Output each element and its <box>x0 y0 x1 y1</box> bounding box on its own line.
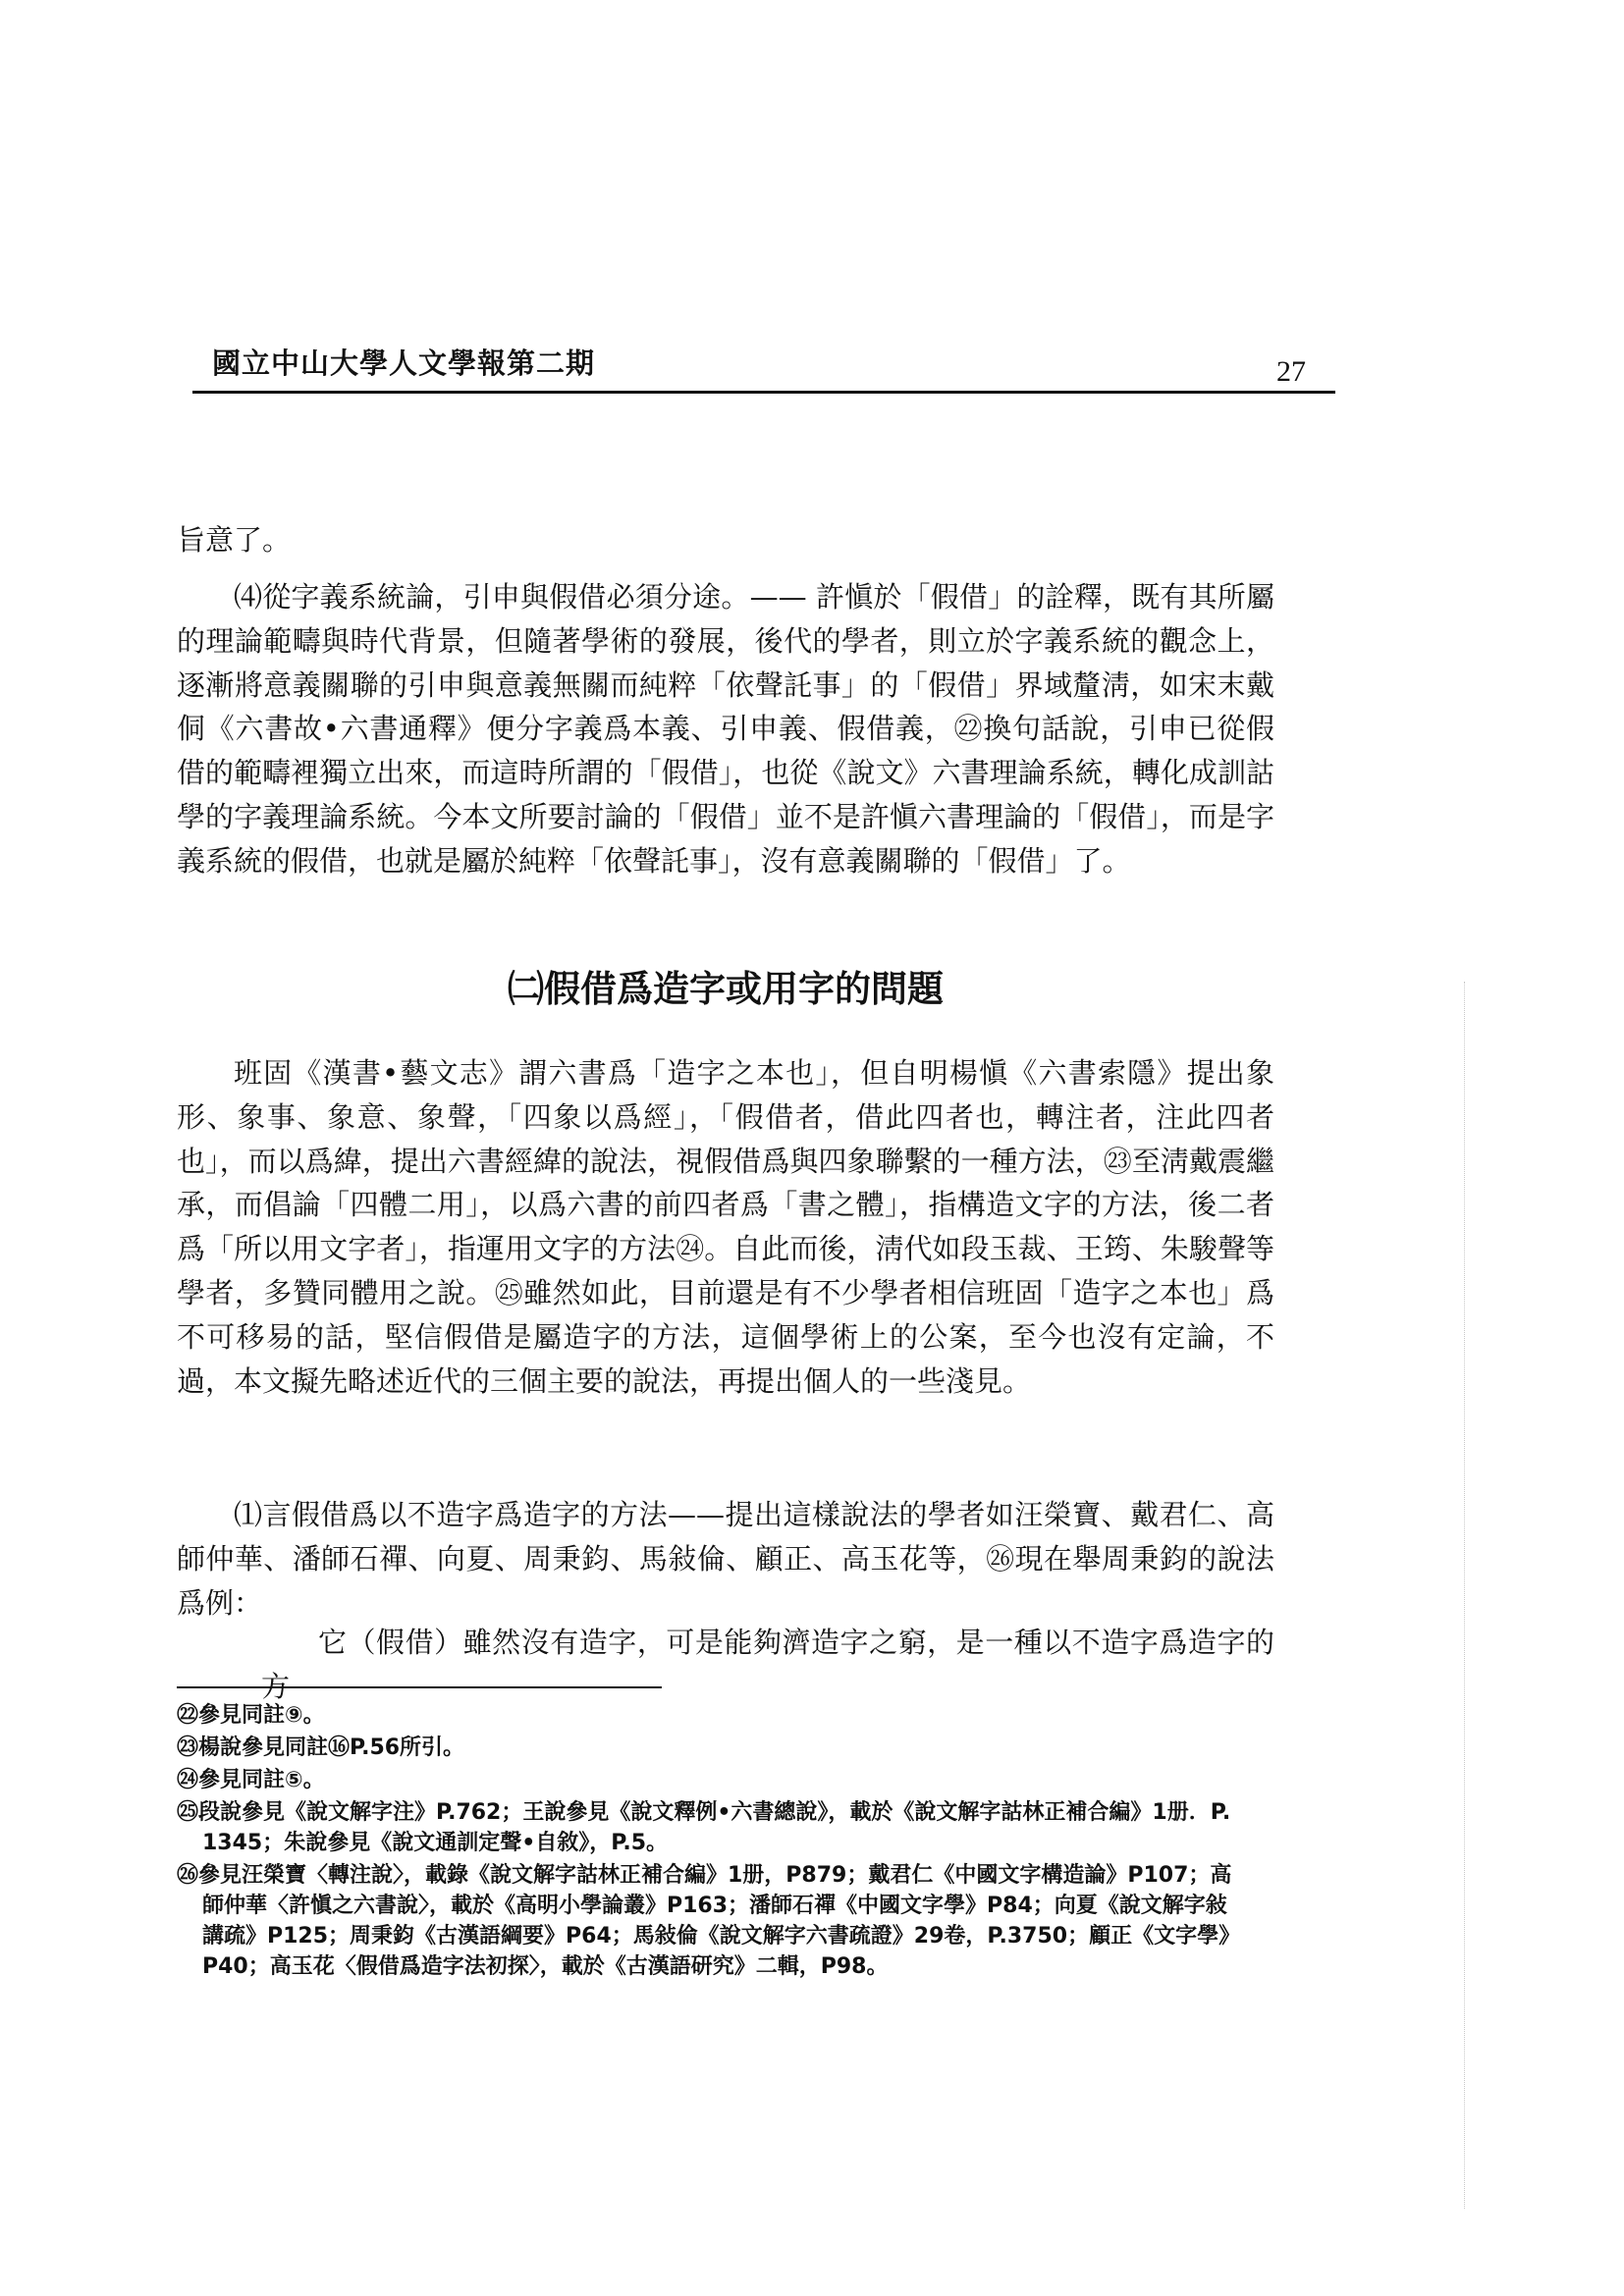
paragraph-point-4: ⑷從字義系統論，引申與假借必須分途。—— 許愼於「假借」的詮釋，既有其所屬的理論範疇與時代背景，但隨著學術的發展，後代的學者，則立於字義系統的觀念上，逐漸將意義關聯的引申與意義無關而純粹「依聲託事」的「假借」界域釐淸，如宋末戴侗《六書故•六書通釋》便分字義爲本義、引申義、假借義，㉒換句話說，引申已從假借的範疇裡獨立出來，而這時所謂的「假借」，也從《說文》六書理論系統，轉化成訓詁學的字義理論系統。今本文所要討論的「假借」並不是許愼六書理論的「假借」，而是字義系統的假借，也就是屬於純粹「依聲託事」，沒有意義關聯的「假借」了。 <box>177 580 1274 878</box>
paragraph-bangu: 班固《漢書•藝文志》謂六書爲「造字之本也」，但自明楊愼《六書索隱》提出象形、象事、象意、象聲，「四象以爲經」，「假借者，借此四者也，轉注者，注此四者也」，而以爲緯，提出六書經緯的說法，視假借爲與四象聯繫的一種方法，㉓至淸戴震繼承，而倡論「四體二用」，以爲六書的前四者爲「書之體」，指構造文字的方法，後二者爲「所以用文字者」，指運用文字的方法㉔。自此而後，淸代如段玉裁、王筠、朱駿聲等學者，多贊同體用之說。㉕雖然如此，目前還是有不少學者相信班固「造字之本也」爲不可移易的話，堅信假借是屬造字的方法，這個學術上的公案，至今也沒有定論，不過，本文擬先略述近代的三個主要的說法，再提出個人的一些淺見。 <box>177 1056 1274 1398</box>
footnote-22: ㉒參見同註⑨。 <box>177 1703 325 1728</box>
page-header <box>192 332 1335 394</box>
scan-edge-line <box>1464 982 1465 2209</box>
footnote-23: ㉓楊說參見同註⑯P.56所引。 <box>177 1735 465 1760</box>
paragraph-continuation: 旨意了。 <box>177 523 292 557</box>
footnote-25: ㉕段說參見《說文解字注》P.762；王說參見《說文釋例•六書總說》，載於《說文解字詁林正補合編》1册．P.1345；朱說參見《說文通訓定聲•自敘》，P.5。 <box>177 1800 1231 1855</box>
footnote-26: ㉖參見汪榮寶〈轉注說〉，載錄《說文解字詁林正補合編》1册，P879；戴君仁《中國文字構造論》P107；高師仲華〈許愼之六書說〉，載於《高明小學論叢》P163；潘師石禪《中國文字學》P84；向夏《說文解字敍講疏》P125；周秉鈞《古漢語綱要》P64；馬敍倫《說文解字六書疏證》29卷，P.3750；顧正《文字學》P40；高玉花〈假借爲造字法初探〉，載於《古漢語研究》二輯，P98。 <box>177 1863 1232 1979</box>
block-quote: 它（假借）雖然沒有造字，可是能夠濟造字之窮，是一種以不造字爲造字的方 <box>261 1626 1274 1703</box>
footnote-24: ㉔參見同註⑤。 <box>177 1768 325 1792</box>
footnote-list <box>177 1700 1237 1984</box>
section-heading: ㈡假借爲造字或用字的問題 <box>508 968 944 1010</box>
paragraph-point-1: ⑴言假借爲以不造字爲造字的方法——提出這樣說法的學者如汪榮寶、戴君仁、高師仲華、潘師石禪、向夏、周秉鈞、馬敍倫、顧正、高玉花等，㉖現在舉周秉鈞的說法爲例： <box>177 1498 1274 1620</box>
page-number: 27 <box>1276 355 1306 388</box>
journal-title: 國立中山大學人文學報第二期 <box>212 347 596 380</box>
footnote-divider <box>177 1686 662 1688</box>
